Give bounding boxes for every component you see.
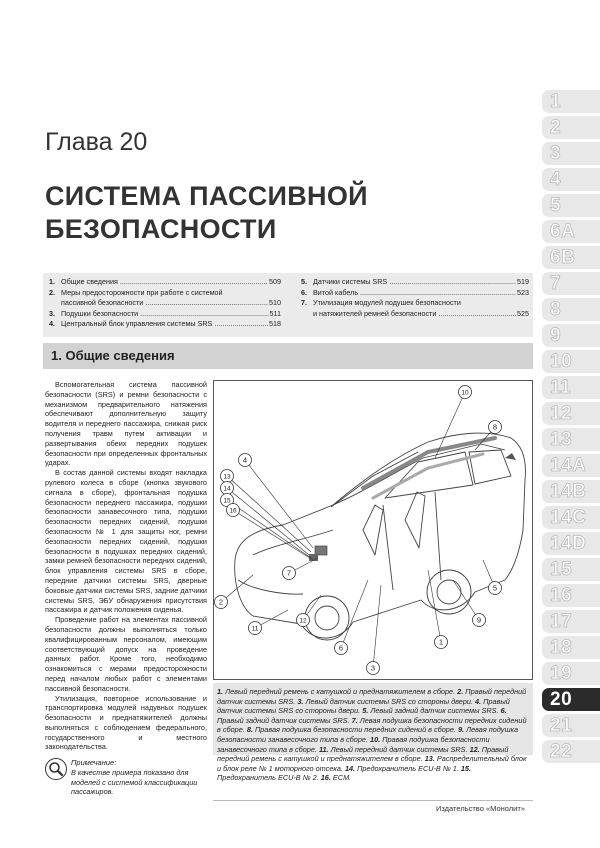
chapter-tab-1[interactable]: [542, 90, 600, 113]
toc-item[interactable]: [49, 309, 281, 320]
chapter-tab-17[interactable]: [542, 610, 600, 633]
toc-item-title: и натяжителей ремней безопасности .....: [313, 309, 516, 320]
body-text: [45, 380, 207, 752]
chapter-tab-7[interactable]: [542, 272, 600, 295]
caption-item-text: Правый датчик системы SRS со стороны двери.: [217, 696, 510, 716]
caption-item-number: 4.: [475, 696, 482, 706]
chapter-tab-label: 19: [550, 663, 573, 684]
magnifier-note-icon: [45, 758, 67, 780]
chapter-tab-14c[interactable]: [542, 506, 600, 529]
callout-number: 3: [370, 663, 376, 673]
paragraph: Утилизация, повторное использование и транспортировка модулей надувных подушек безопасности и преднатяжителей должны выполняться с соблюдением федерального, государственного и местного законодательства.: [45, 693, 207, 752]
callout-number: 1: [438, 637, 444, 647]
caption-item-text: Правый передний датчик системы SRS.: [217, 687, 527, 706]
callout-number: 11: [251, 625, 259, 633]
table-of-contents: [43, 273, 533, 337]
chapter-tab-14d[interactable]: [542, 532, 600, 555]
paragraph: Вспомогательная система пассивной безопасности (SRS) и ремни безопасности с механизмом предварительного натяжения обеспечивают дополнительную защиту водителя и переднего пассажира, снижая риск получения травм путем активации и развертывания обеих передних подушек безопасности при определенных фронтальных ударах.: [45, 380, 207, 468]
chapter-tab-18[interactable]: [542, 636, 600, 659]
caption-item-number: 13.: [424, 754, 435, 764]
chapter-tab-label: 13: [550, 429, 573, 450]
chapter-tab-4[interactable]: [542, 168, 600, 191]
toc-item-number: [301, 309, 313, 320]
chapter-tab-label: 7: [550, 273, 562, 294]
toc-item-title: Подушки безопасности .....: [61, 309, 269, 320]
caption-item-number: 1.: [217, 687, 224, 696]
chapter-tab-label: 14C: [550, 507, 587, 528]
chapter-tab-21[interactable]: [542, 714, 600, 737]
toc-item-title: пассивной безопасности .....: [61, 298, 268, 309]
toc-item-title: Датчики системы SRS .....: [313, 277, 516, 288]
chapter-label: Глава 20: [45, 128, 148, 156]
toc-item-number: 5.: [301, 277, 307, 286]
caption-item-text: Правый передний ремень с катушкой и преднатяжителем в сборе.: [217, 744, 509, 764]
callout-number: 14: [223, 485, 231, 493]
toc-item-page: 511: [269, 308, 281, 318]
caption-item-number: 10.: [370, 734, 381, 744]
caption-item-text: Правый задний датчик системы SRS.: [217, 715, 352, 725]
toc-column-left: [49, 277, 281, 330]
callout-number: 4: [242, 455, 248, 465]
figure-caption: [213, 683, 533, 783]
toc-item-page: 523: [517, 287, 529, 297]
caption-item-text: Левая подушка безопасности передних сидений в сборе.: [217, 715, 527, 735]
chapter-tab-12[interactable]: [542, 402, 600, 425]
callout-number: 8: [492, 422, 498, 432]
toc-item-title: Утилизация модулей подушек безопасности: [313, 298, 461, 307]
section-heading: [43, 343, 533, 369]
footer-rule: [213, 800, 533, 801]
chapter-tab-3[interactable]: [542, 142, 600, 165]
publisher: Издательство «Монолит»: [436, 804, 525, 813]
caption-item-text: ECM.: [330, 773, 352, 783]
paragraph: Проведение работ на элементах пассивной безопасности должны выполняться только квалифицированным персоналом, имеющим соответствующий допуск на проведение данных работ. Кроме того, необходимо ознакомиться с мерами предосторожности перед началом любых работ с элементами пассивной безопасности.: [45, 615, 207, 693]
callout-number: 10: [461, 389, 469, 397]
caption-item-number: 15.: [460, 763, 472, 773]
toc-item-page: 518: [269, 319, 281, 328]
caption-item-text: Левый передний датчик системы SRS.: [328, 744, 470, 754]
chapter-tab-label: 6B: [550, 247, 576, 268]
chapter-tab-label: 15: [550, 559, 573, 580]
toc-column-right: [301, 277, 529, 319]
caption-item-number: 5.: [362, 706, 369, 716]
chapter-tab-label: 14A: [550, 455, 587, 476]
chapter-title-line-2: БЕЗОПАСНОСТИ: [45, 214, 277, 244]
chapter-tabs: [542, 90, 600, 766]
toc-item-number: 4.: [49, 319, 55, 328]
toc-item-page: 519: [517, 277, 529, 286]
chapter-tab-6a[interactable]: [542, 220, 600, 243]
chapter-tab-label: 20: [550, 689, 573, 710]
caption-item-text: Левый задний датчик системы SRS.: [368, 706, 501, 716]
chapter-tab-19[interactable]: [542, 662, 600, 685]
toc-item[interactable]: [301, 288, 529, 299]
chapter-tab-5[interactable]: [542, 194, 600, 217]
chapter-tab-label: 18: [550, 637, 573, 658]
chapter-tab-label: 3: [550, 143, 562, 164]
caption-item-number: 6.: [500, 706, 507, 716]
caption-item-text: Правая подушка безопасности занавесочного типа в сборе.: [217, 734, 490, 754]
toc-item-title: Центральный блок управления системы SRS .....: [61, 319, 268, 330]
toc-item[interactable]: [301, 309, 529, 320]
toc-item[interactable]: [49, 319, 281, 330]
chapter-tab-label: 12: [550, 403, 573, 424]
chapter-tab-14a[interactable]: [542, 454, 600, 477]
chapter-tab-13[interactable]: [542, 428, 600, 451]
chapter-tab-label: 14B: [550, 481, 587, 502]
section-heading-text: 1. Общие сведения: [51, 348, 175, 363]
caption-item-number: 11.: [318, 744, 329, 754]
caption-item-text: Предохранитель ECU-B № 1.: [355, 763, 461, 773]
toc-item-number: 1.: [49, 277, 55, 286]
chapter-tab-label: 21: [550, 715, 573, 736]
chapter-tab-label: 11: [550, 377, 572, 398]
srs-layout-figure: [213, 380, 533, 680]
toc-item-number: [49, 298, 61, 309]
chapter-tab-20[interactable]: [542, 688, 600, 711]
note-text: В качестве примера показано для моделей с системой классификации пассажиров.: [71, 768, 198, 796]
toc-item-title: Общие сведения .....: [61, 277, 268, 288]
caption-item-number: 2.: [457, 687, 464, 696]
toc-item-number: 7.: [301, 298, 307, 307]
chapter-tab-14b[interactable]: [542, 480, 600, 503]
chapter-tab-label: 2: [550, 117, 562, 138]
caption-item-number: 7.: [351, 715, 358, 725]
chapter-tab-label: 16: [550, 585, 573, 606]
toc-item[interactable]: [49, 277, 281, 288]
caption-item-text: Левый передний ремень с катушкой и преднатяжителем в сборе.: [223, 687, 458, 696]
chapter-tab-label: 6A: [550, 221, 576, 242]
toc-item-page: 509: [269, 277, 281, 286]
toc-item-title: Витой кабель .....: [313, 288, 516, 299]
toc-item[interactable]: [49, 298, 281, 309]
callout-number: 5: [492, 583, 498, 593]
toc-item-title: Меры предосторожности при работе с системой: [61, 287, 223, 297]
caption-item-number: 16.: [320, 773, 331, 783]
toc-item-number: 6.: [301, 287, 307, 297]
chapter-tab-2[interactable]: [542, 116, 600, 139]
chapter-tab-6b[interactable]: [542, 246, 600, 269]
toc-item-page: 510: [269, 298, 281, 307]
caption-item-number: 3.: [297, 696, 304, 706]
callout-number: 15: [223, 497, 231, 505]
chapter-tab-8[interactable]: [542, 298, 600, 321]
toc-item-number: 3.: [49, 308, 55, 318]
caption-item-number: 14.: [344, 763, 356, 773]
toc-item[interactable]: [301, 277, 529, 288]
caption-item-text: Предохранитель ECU-B № 2.: [217, 773, 321, 783]
callout-number: 16: [229, 507, 237, 515]
caption-item-text: Распределительный блок и блок реле № 1 моторного отсека.: [217, 754, 527, 773]
toc-item-page: 525: [517, 308, 529, 318]
chapter-tab-10[interactable]: [542, 350, 600, 373]
chapter-tab-label: 1: [550, 91, 562, 112]
chapter-tab-11[interactable]: [542, 376, 600, 399]
chapter-tab-label: 4: [550, 169, 562, 190]
caption-item-number: 8.: [246, 725, 253, 735]
chapter-tab-label: 8: [550, 299, 562, 320]
toc-item[interactable]: [49, 288, 281, 299]
toc-item-number: 2.: [49, 287, 55, 297]
chapter-tab-label: 17: [550, 611, 573, 632]
callout-number: 12: [299, 617, 307, 625]
note-title: Примечание:: [71, 758, 117, 767]
chapter-tab-label: 22: [550, 741, 573, 762]
caption-item-text: Правая подушка безопасности передних сидений в сборе.: [252, 725, 458, 735]
caption-item-number: 12.: [469, 744, 480, 754]
chapter-tab-9[interactable]: [542, 324, 600, 347]
paragraph: В состав данной системы входят накладка рулевого колеса в сборе (кнопка звукового сигнала в сборе), фронтальная подушка безопасности переднего пассажира, подушки безопасности занавесочного типа, подушки безопасности передних сидений, подушки безопасности № 1 для защиты ног, ремни безопасности передних сидений, подушки безопасности в подушках передних сидений, замки ремней безопасности передних сидений, блок управления системы SRS в сборе, передние датчики системы SRS, дверные боковые датчики системы SRS, задние датчики системы SRS, ЭБУ обнаружения присутствия пассажира и датчик положения сиденья.: [45, 468, 207, 615]
callout-number: 7: [286, 568, 292, 578]
callout-number: 9: [476, 615, 482, 625]
chapter-tab-16[interactable]: [542, 584, 600, 607]
chapter-tab-label: 14D: [550, 533, 587, 554]
caption-item-text: Левая подушка безопасности занавесочного типа в сборе.: [217, 725, 519, 744]
caption-item-number: 9.: [457, 725, 465, 735]
chapter-tab-label: 5: [550, 195, 562, 216]
chapter-tab-label: 10: [550, 351, 573, 372]
caption-item-text: Левый датчик системы SRS со стороны двери.: [303, 696, 475, 706]
chapter-tab-15[interactable]: [542, 558, 600, 581]
callout-number: 6: [338, 643, 344, 653]
chapter-tab-22[interactable]: [542, 740, 600, 763]
chapter-tab-label: 9: [550, 325, 562, 346]
srs-control-unit: [315, 546, 327, 555]
callout-number: 2: [218, 597, 224, 607]
callout-number: 13: [223, 473, 231, 481]
chapter-title: [45, 180, 368, 246]
chapter-title-line-1: СИСТЕМА ПАССИВНОЙ: [45, 181, 368, 211]
toc-item[interactable]: [301, 298, 529, 309]
